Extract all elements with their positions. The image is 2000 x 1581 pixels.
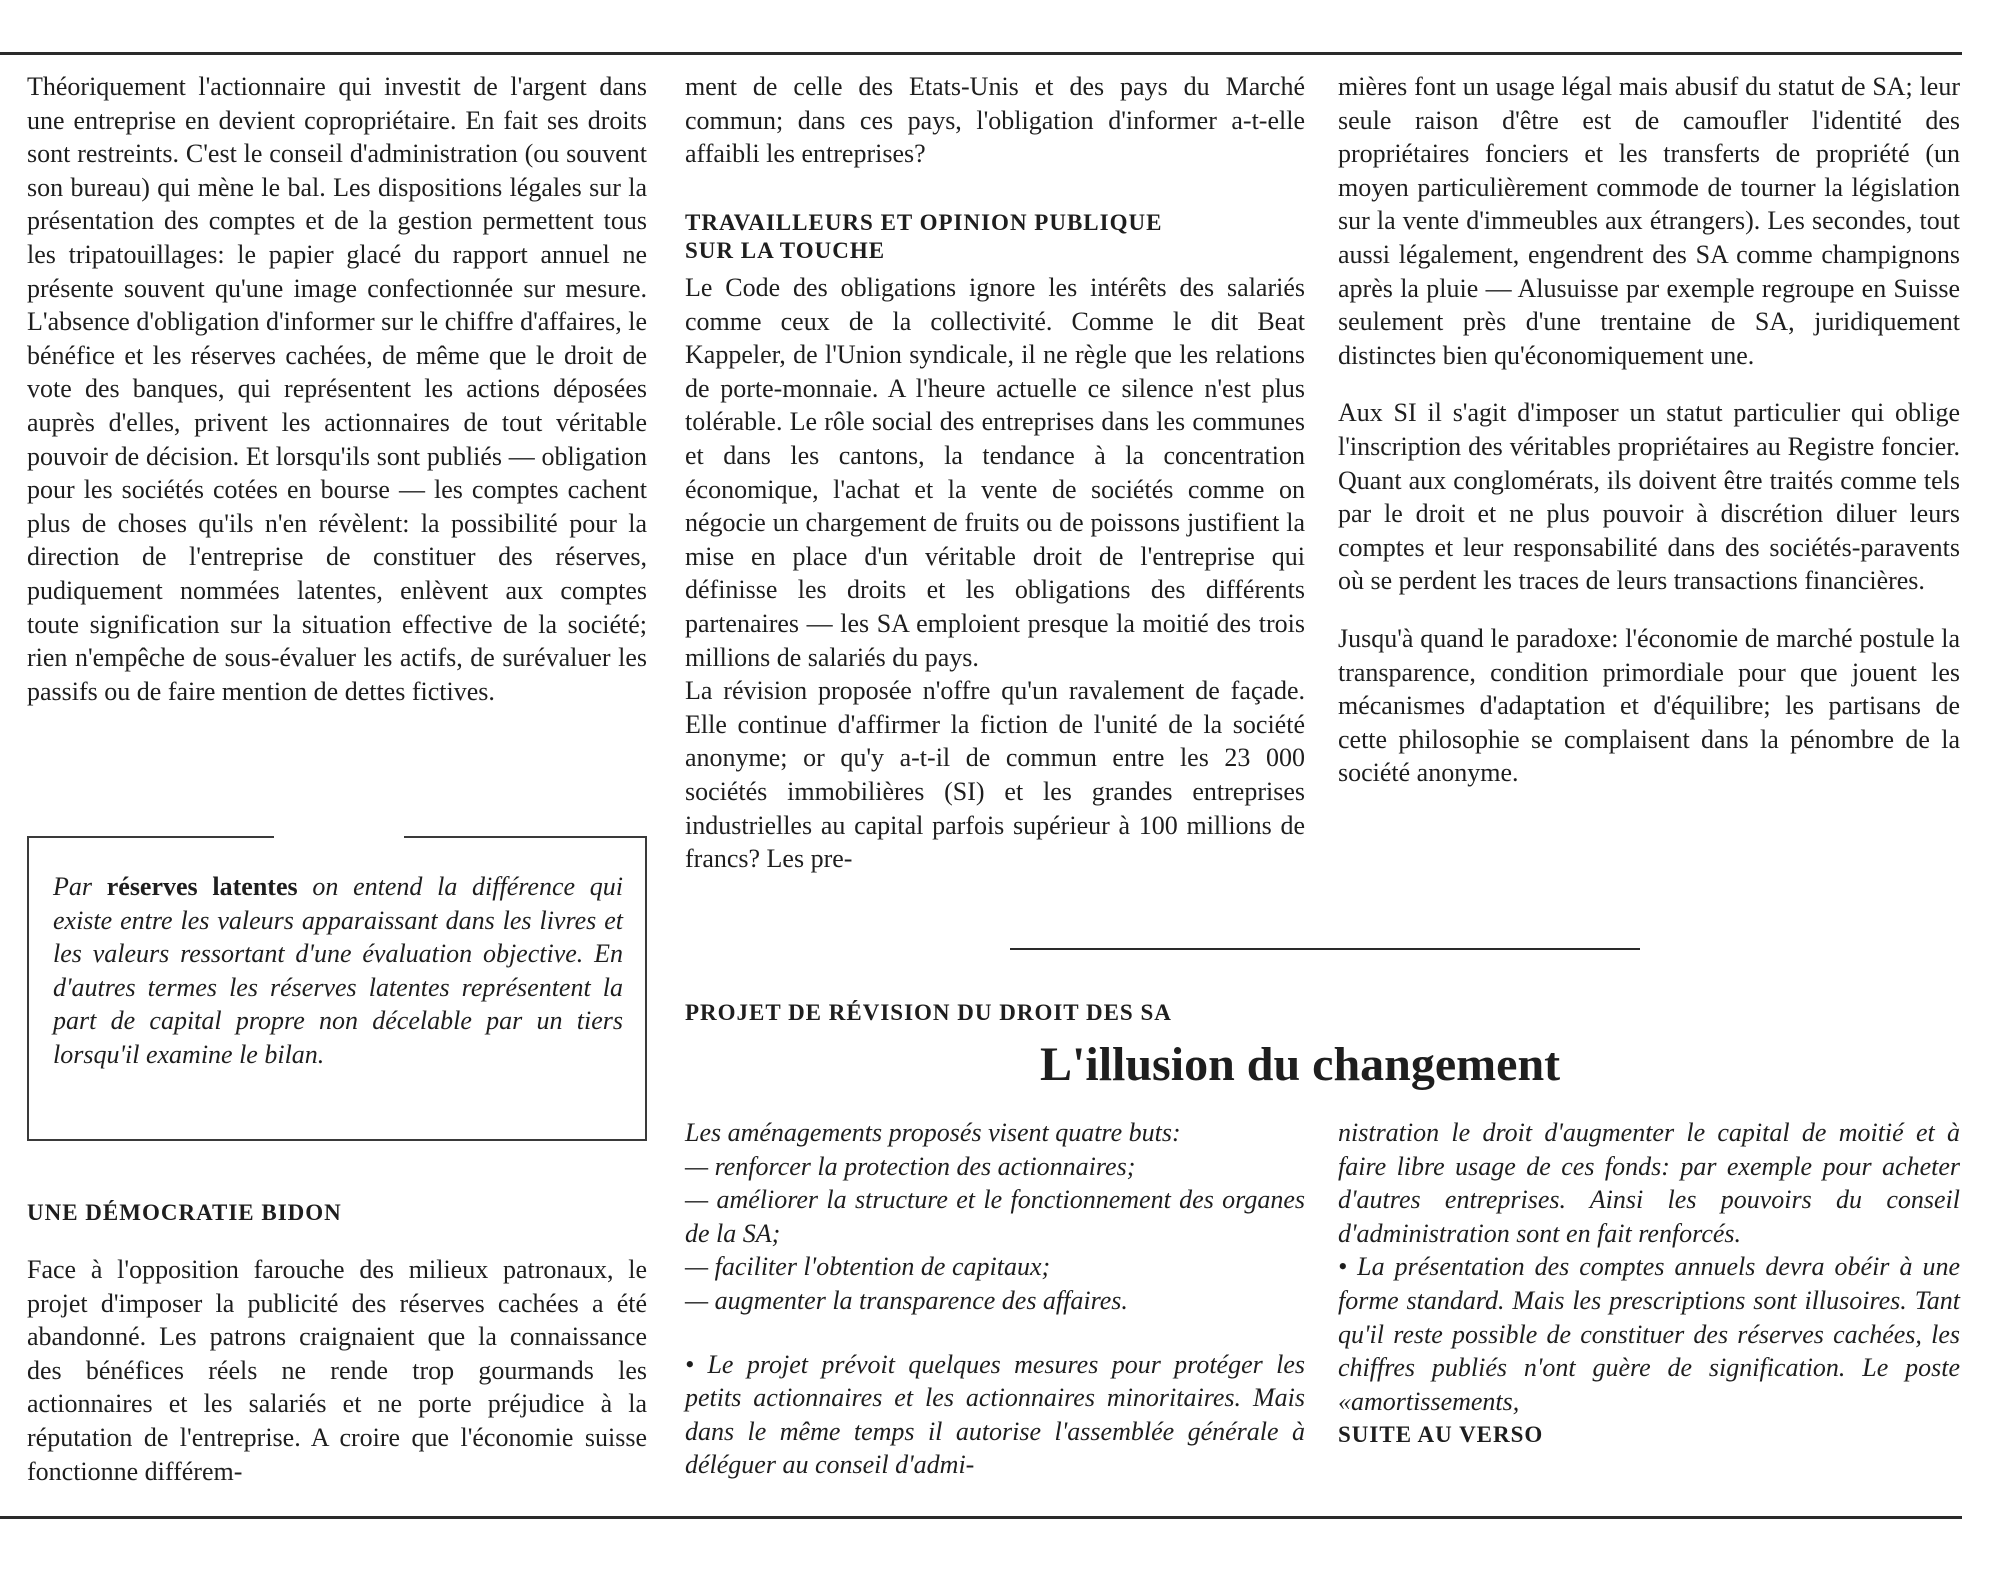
col1-paragraph-2: Face à l'opposition farouche des milieux patronaux, le projet d'imposer la publicité des réserves cachées a été abandonné. Les patrons craignaient que la connaissance des bénéfices réels ne rende trop gourmands les actionnaires et les salariés et ne porte préjudice à la réputation de l'entreprise. A croire que l'économie suisse fonctionne différem- xyxy=(27,1255,647,1486)
col2-paragraph-1: ment de celle des Etats-Unis et des pays du Marché commun; dans ces pays, l'obligation d'informer a-t-elle affaibli les entreprises? xyxy=(685,72,1305,169)
goal-item: — augmenter la transparence des affaires. xyxy=(685,1285,1128,1315)
article2-intro: Les aménagements proposés visent quatre buts: xyxy=(685,1118,1181,1147)
article2-right-column xyxy=(1338,1116,1960,1452)
section-divider-rule xyxy=(1010,948,1640,950)
article2-left-column xyxy=(685,1116,1305,1482)
article2-title: L'illusion du changement xyxy=(1040,1038,1561,1091)
goal-item: — améliorer la structure et le fonctionnement des organes de la SA; xyxy=(685,1185,1305,1248)
col1-section-2 xyxy=(27,1253,647,1488)
col3-paragraph-3: Jusqu'à quand le paradoxe: l'économie de marché postule la transparence, condition primordiale pour que jouent les mécanismes d'adaptation et d'équilibre; les partisans de cette philosophie se complaisent dans la pénombre de la société anonyme. xyxy=(1338,623,1960,788)
article2-left-bullet: • Le projet prévoit quelques mesures pour protéger les petits actionnaires et les actionnaires minoritaires. Mais dans le même temps il autorise l'assemblée générale à déléguer au conseil d'admi- xyxy=(685,1349,1305,1480)
definition-term: réserves latentes xyxy=(106,872,298,901)
bottom-rule xyxy=(0,1516,1962,1519)
col1-paragraph-1: Théoriquement l'actionnaire qui investit de l'argent dans une entreprise en devient copropriétaire. En fait ses droits sont restreints. C'est le conseil d'administration (ou souvent son bureau) qui mène le bal. Les dispositions légales sur la présentation des comptes et de la gestion permettent tous les tripatouillages: le papier glacé du rapport annuel ne présente souvent qu'une image confectionnée sur mesure. L'absence d'obligation d'informer sur le chiffre d'affaires, le bénéfice et les réserves cachées, de même que le droit de vote des banques, qui représentent les actions déposées auprès d'elles, privent les actionnaires de tout véritable pouvoir de décision. Et lorsqu'ils sont publiés — obligation pour les sociétés cotées en bourse — les comptes cachent plus de choses qu'ils n'en révèlent: la possibilité pour la direction de l'entreprise de constituer des réserves, pudiquement nommées latentes, enlèvent aux comptes toute signification sur la situation effective de la société; rien n'empêche de sous-évaluer les actifs, de surévaluer les passifs ou de faire mention de dettes fictives. xyxy=(27,72,647,706)
article2-kicker: PROJET DE RÉVISION DU DROIT DES SA xyxy=(685,1000,1172,1025)
definition-box xyxy=(27,836,647,1141)
column-2 xyxy=(685,70,1305,171)
col2-paragraph-2: Le Code des obligations ignore les intérêts des salariés comme ceux de la collectivité. Comme le dit Beat Kappeler, de l'Union syndicale, il ne règle que les relations de porte-monnaie. A l'heure actuelle ce silence n'est plus tolérable. Le rôle social des entreprises dans les communes et dans les cantons, la tendance à la concentration économique, l'achat et la vente de sociétés comme on négocie un chargement de fruits ou de poissons justifient la mise en place d'un véritable droit de l'entreprise qui définisse les droits et les obligations des différents partenaires — les SA emploient presque la moitié des trois millions de salariés du pays. xyxy=(685,273,1305,672)
definition-text: Par réserves latentes on entend la différence qui existe entre les valeurs apparaissant dans les livres et les valeurs ressortant d'une évaluation objective. En d'autres termes les réserves latentes représentent la part de capital propre non décelable par un tiers lorsqu'il examine le bilan. xyxy=(53,872,623,1069)
col2-paragraph-3: La révision proposée n'offre qu'un ravalement de façade. Elle continue d'affirmer la fiction de l'unité de la société anonyme; or qu'y a-t-il de commun entre les 23 000 sociétés immobilières (SI) et les grandes entreprises industrielles au capital parfois supérieur à 100 millions de francs? Les pre- xyxy=(685,676,1305,874)
column-1 xyxy=(27,70,647,708)
col2-section-2 xyxy=(685,271,1305,876)
col1-heading: UNE DÉMOCRATIE BIDON xyxy=(27,1200,342,1225)
col3-paragraph-2: Aux SI il s'agit d'imposer un statut particulier qui oblige l'inscription des véritables propriétaires au Registre foncier. Quant aux conglomérats, ils doivent être traités comme tels par le droit et ne plus pouvoir à discrétion diluer leurs comptes et leur responsabilité dans des sociétés-paravents où se perdent les traces de leurs transactions financières. xyxy=(1338,398,1960,596)
col3-paragraph-1: mières font un usage légal mais abusif du statut de SA; leur seule raison d'être est de camoufler l'identité des propriétaires fonciers et les transferts de propriété (un moyen particulièrement commode de tourner la législation sur la vente d'immeubles aux étrangers). Les secondes, tout aussi légalement, engendrent des SA comme champignons après la pluie — Alusuisse par exemple regroupe en Suisse seulement près d'une trentaine de SA, juridiquement distinctes bien qu'économiquement une. xyxy=(1338,72,1960,370)
continued-label: SUITE AU VERSO xyxy=(1338,1422,1544,1448)
column-3 xyxy=(1338,70,1960,790)
goal-item: — renforcer la protection des actionnaires; xyxy=(685,1151,1136,1181)
article2-right-bullet: • La présentation des comptes annuels devra obéir à une forme standard. Mais les prescriptions sont illusoires. Tant qu'il reste possible de constituer des réserves cachées, les chiffres publiés n'ont guère de signification. Le poste «amortissements, xyxy=(1338,1252,1960,1416)
box-border-gap xyxy=(274,834,404,842)
article2-right-paragraph: nistration le droit d'augmenter le capital de moitié et à faire libre usage de ces fonds: par exemple pour acheter d'autres entreprises. Ainsi les pouvoirs du conseil d'administration sont en fait renforcés. xyxy=(1338,1118,1960,1248)
goal-item: — faciliter l'obtention de capitaux; xyxy=(685,1252,1051,1282)
col2-heading: TRAVAILLEURS ET OPINION PUBLIQUE SUR LA TOUCHE xyxy=(685,210,1163,263)
top-rule xyxy=(0,52,1962,55)
